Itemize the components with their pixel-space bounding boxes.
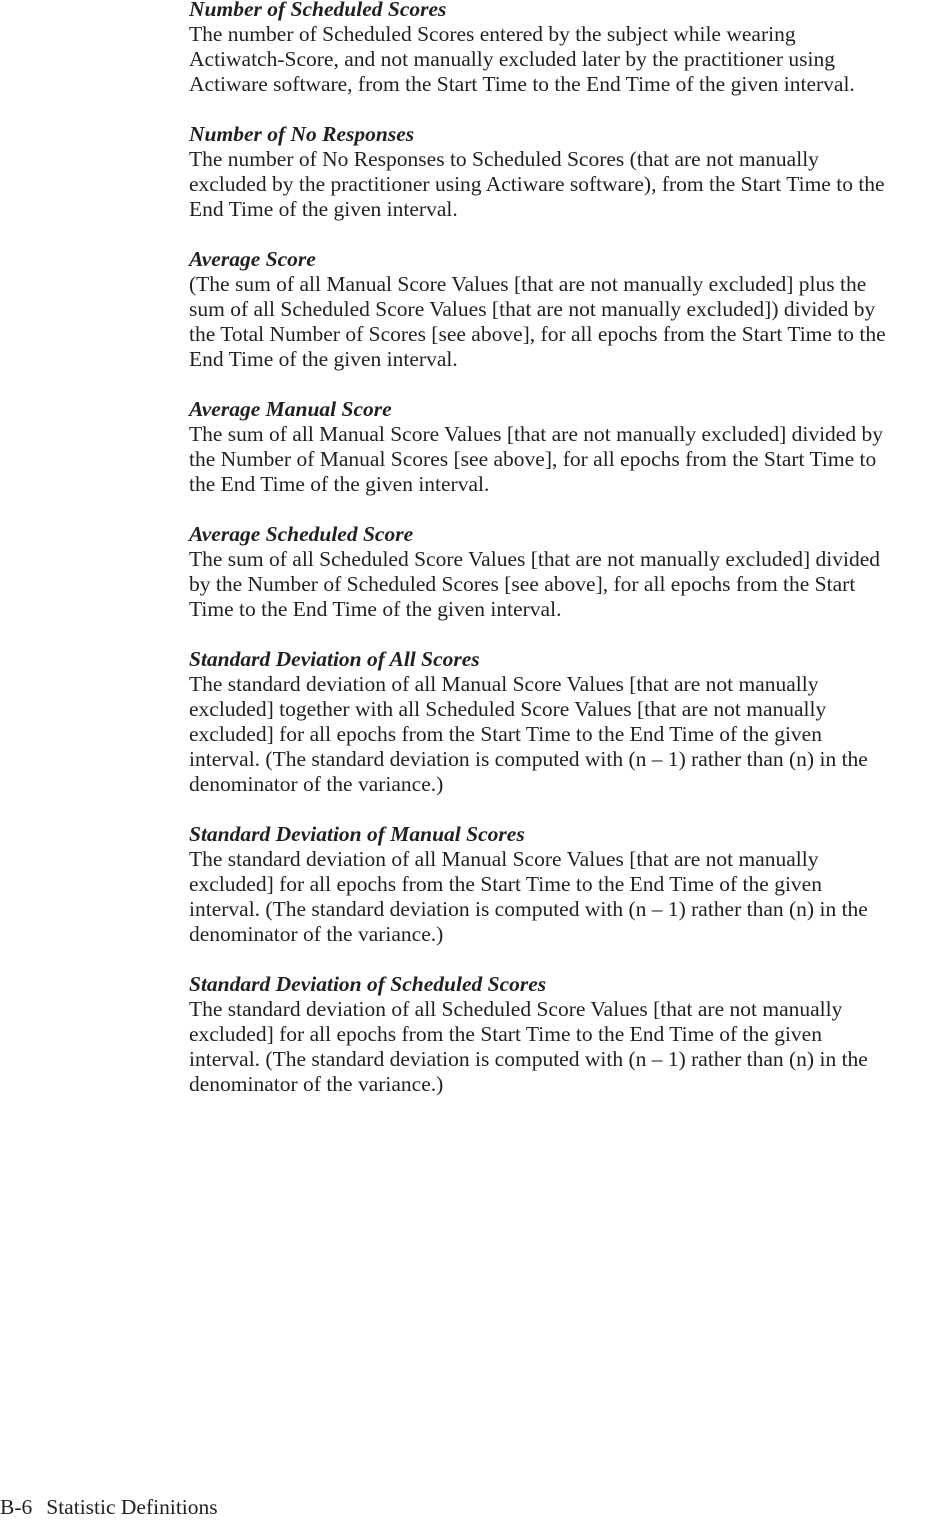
definition-text: The sum of all Scheduled Score Values [that are not manually excluded] divided by the Number of Scheduled Scores [see above], for all epochs from the Start Time to the End Time of the given interval. xyxy=(189,547,880,621)
definition-term: Number of No Responses xyxy=(189,122,415,146)
definition-text: The standard deviation of all Manual Score Values [that are not manually excluded] together with all Scheduled Score Values [that are not manually excluded] for all epochs from the Start Time to the End Time of the given interval. (The standard deviation is computed with (n – 1) rather than (n) in the denominator of the variance.) xyxy=(189,672,868,796)
definition-text: The number of Scheduled Scores entered by the subject while wearing Actiwatch-Score, and not manually excluded later by the practitioner using Actiware software, from the Start Time to the End Time of the given interval. xyxy=(189,22,855,96)
definition-entry-std-dev-scheduled-scores xyxy=(189,972,930,1097)
definition-text: The sum of all Manual Score Values [that are not manually excluded] divided by the Number of Manual Scores [see above], for all epochs from the Start Time to the End Time of the given interval. xyxy=(189,422,883,496)
section-title: Statistic Definitions xyxy=(46,1495,218,1519)
definition-text: (The sum of all Manual Score Values [that are not manually excluded] plus the sum of all Scheduled Score Values [that are not manually excluded]) divided by the Total Number of Scores [see above], for all epochs from the Start Time to the End Time of the given interval. xyxy=(189,272,886,371)
definition-entry-std-dev-manual-scores xyxy=(189,822,930,947)
definition-entry-average-scheduled-score xyxy=(189,522,930,622)
definition-entry-average-manual-score xyxy=(189,397,930,497)
page-footer xyxy=(0,1495,218,1520)
definition-text: The standard deviation of all Manual Score Values [that are not manually excluded] for all epochs from the Start Time to the End Time of the given interval. (The standard deviation is computed with (n – 1) rather than (n) in the denominator of the variance.) xyxy=(189,847,868,946)
definition-entry-number-of-scheduled-scores xyxy=(189,0,930,97)
definition-text: The standard deviation of all Scheduled Score Values [that are not manually excluded] for all epochs from the Start Time to the End Time of the given interval. (The standard deviation is computed with (n – 1) rather than (n) in the denominator of the variance.) xyxy=(189,997,868,1096)
definition-term: Standard Deviation of All Scores xyxy=(189,647,480,671)
page-number: B-6 xyxy=(0,1495,33,1519)
definition-term: Standard Deviation of Manual Scores xyxy=(189,822,525,846)
definition-term: Number of Scheduled Scores xyxy=(189,0,447,21)
definition-entry-average-score xyxy=(189,247,930,372)
definitions-list xyxy=(189,0,930,1122)
definition-text: The number of No Responses to Scheduled Scores (that are not manually excluded by the practitioner using Actiware software), from the Start Time to the End Time of the given interval. xyxy=(189,147,885,221)
definition-term: Average Manual Score xyxy=(189,397,392,421)
definition-entry-std-dev-all-scores xyxy=(189,647,930,797)
definition-term: Average Scheduled Score xyxy=(189,522,414,546)
definition-term: Average Score xyxy=(189,247,316,271)
definition-term: Standard Deviation of Scheduled Scores xyxy=(189,972,547,996)
definition-entry-number-of-no-responses xyxy=(189,122,930,222)
